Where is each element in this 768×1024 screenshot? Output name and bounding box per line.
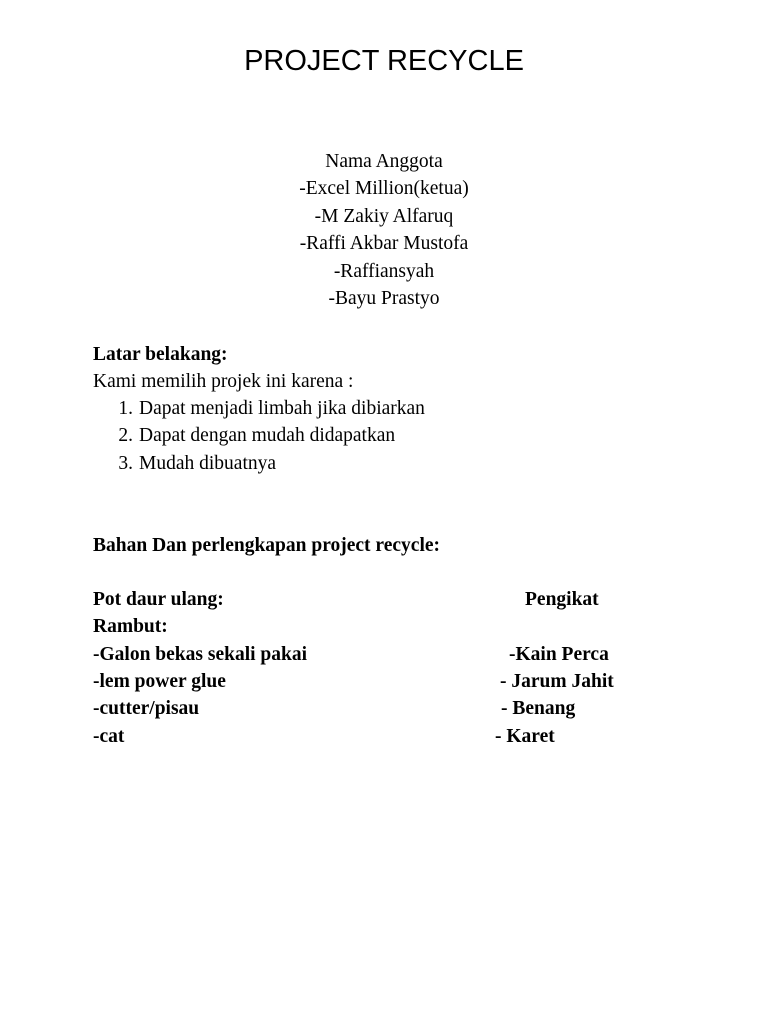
pot-item: -lem power glue (93, 671, 226, 692)
member-name: -Raffi Akbar Mustofa (299, 233, 469, 255)
hair-tie-item: -Kain Perca (509, 644, 609, 665)
hair-tie-heading-cont: Rambut: (93, 616, 168, 637)
reason-number: 2. (118, 425, 133, 446)
hair-tie-item: - Benang (501, 698, 576, 719)
member-name: -Bayu Prastyo (328, 288, 440, 310)
members-heading: Nama Anggota (325, 151, 443, 172)
pot-item: -Galon bekas sekali pakai (93, 644, 308, 665)
pot-heading: Pot daur ulang: (93, 589, 224, 610)
background-heading: Latar belakang: (93, 344, 228, 365)
member-name: -M Zakiy Alfaruq (314, 205, 454, 227)
member-name: -Excel Million(ketua) (299, 178, 469, 200)
reason-number: 1. (118, 398, 133, 419)
hair-tie-item: - Jarum Jahit (500, 671, 614, 692)
background-intro: Kami memilih projek ini karena : (93, 371, 354, 392)
members-section (0, 148, 768, 312)
page-title: PROJECT RECYCLE (244, 45, 524, 77)
hair-tie-item: - Karet (495, 726, 555, 747)
hair-tie-heading: Pengikat (525, 589, 599, 610)
materials-heading: Bahan Dan perlengkapan project recycle: (93, 535, 441, 556)
reason-text: Mudah dibuatnya (139, 453, 277, 474)
pot-item: -cutter/pisau (93, 698, 200, 719)
reason-number: 3. (118, 453, 133, 474)
reason-text: Dapat dengan mudah didapatkan (139, 425, 396, 446)
pot-item: -cat (93, 726, 125, 747)
member-name: -Raffiansyah (333, 260, 435, 282)
reason-text: Dapat menjadi limbah jika dibiarkan (139, 398, 425, 419)
